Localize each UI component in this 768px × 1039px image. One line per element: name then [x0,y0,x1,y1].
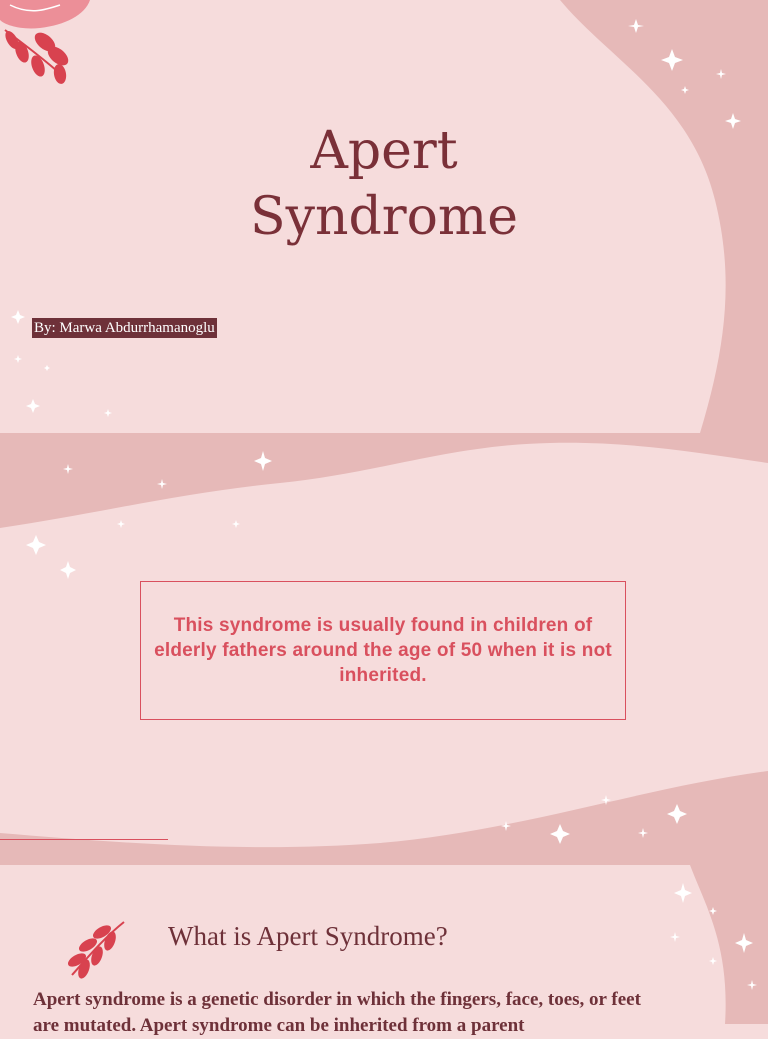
section-heading: What is Apert Syndrome? [168,921,448,951]
fact-slide [0,433,768,865]
definition-slide [0,865,768,1036]
fact-text: This syndrome is usually found in children of elderly fathers around the age of 50 when it is not inherited. [154,615,612,686]
divider-line [0,839,168,840]
author-label: By: Marwa Abdurrhamanoglu [34,320,215,336]
leaf-branch-icon [66,922,124,980]
leaf-branch-icon [0,0,90,85]
definition-text: Apert syndrome is a genetic disorder in which the fingers, face, toes, or feet are mutated. Apert syndrome can be inherited from a parent [33,989,641,1036]
title-line-2: Syndrome [249,187,519,247]
fact-box [140,581,626,720]
title-slide [0,0,768,433]
title-line-1: Apert [310,121,458,181]
page-title [0,118,768,250]
